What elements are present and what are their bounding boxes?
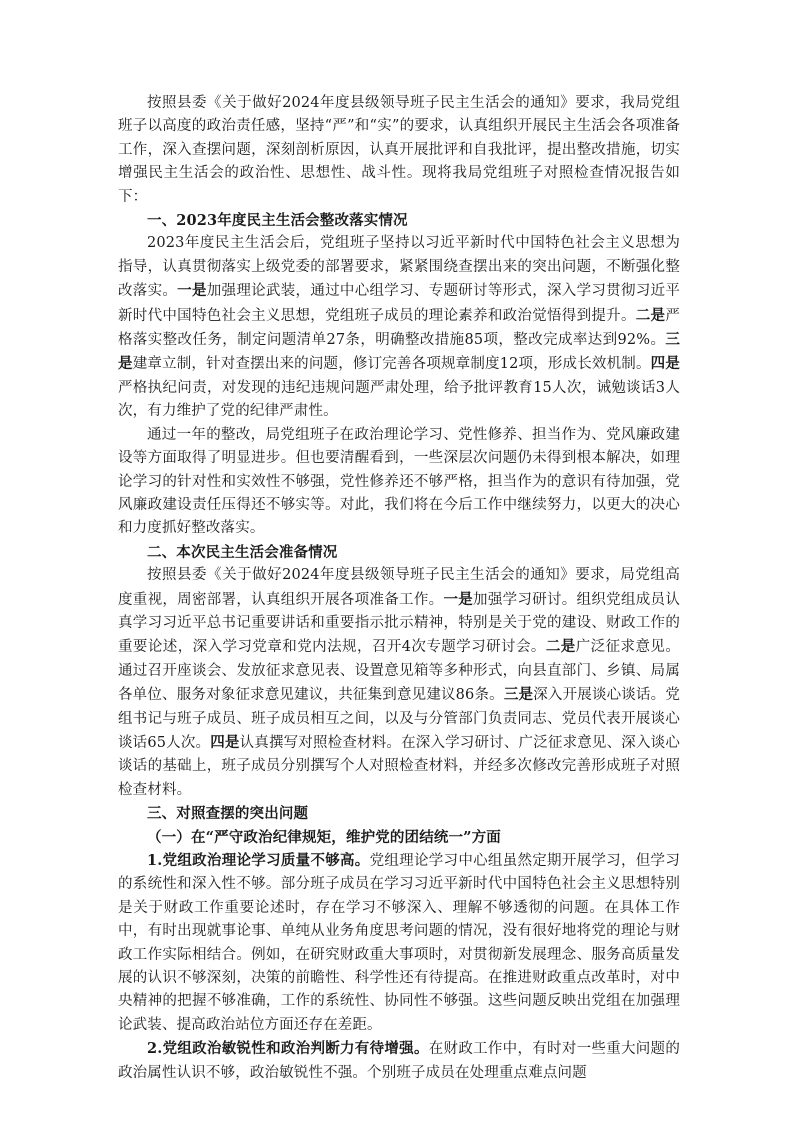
section-1-p1-marker-2: 二是 bbox=[635, 306, 666, 324]
section-2-p1-text-4: 认真撰写对照检查材料。在深入学习研讨、广泛征求意见、深入谈心谈话的基础上，班子成员分别撰写个人对照检查材料，并经多次修改完善形成班子对照检查材料。 bbox=[118, 734, 680, 798]
section-1-heading: 一、2023年度民主生活会整改落实情况 bbox=[147, 212, 408, 230]
section-1-p1-text-2: 严格落实整改任务，制定问题清单27条，明确整改措施85项，整改完成率达到92%。 bbox=[118, 307, 680, 349]
section-3-item-1-title: 1.党组政治理论学习质量不够高。 bbox=[147, 852, 370, 869]
section-2-p1-lead: 按照县委《关于做好2024年度县级领导班子民主生活会的通知》要求，局党组高度重视，周密部署，认真组织开展各项准备工作。 bbox=[118, 567, 680, 608]
section-2-p1-marker-1: 一是 bbox=[443, 590, 474, 608]
section-2-p1-text-1: 加强学习研讨。组织党组成员认真学习习近平总书记重要讲话和重要指示批示精神，特别是关于党的建设、财政工作的重要论述，深入学习党章和党内法规，召开4次专题学习研讨会。 bbox=[118, 591, 680, 656]
section-1-paragraph-2: 通过一年的整改，局党组班子在政治理论学习、党性修养、担当作为、党风廉政建设等方面取得了明显进步。但也要清醒看到，一些深层次问题仍未得到根本解决，如理论学习的针对性和实效性不够强，党性修养还不够严格，担当作为的意识有待加强，党风廉政建设责任压得还不够实等。对此，我们将在今后工作中继续努力，以更大的决心和力度抓好整改落实。 bbox=[118, 426, 680, 537]
section-2-paragraph-1 bbox=[118, 564, 680, 802]
section-1-paragraph-1 bbox=[118, 232, 680, 423]
section-3-item-1 bbox=[118, 849, 680, 1037]
intro-paragraph: 按照县委《关于做好2024年度县级领导班子民主生活会的通知》要求，我局党组班子以高度的政治责任感，坚持“严”和“实”的要求，认真组织开展民主生活会各项准备工作，深入查摆问题，深刻剖析原因，认真开展批评和自我批评，提出整改措施，切实增强民主生活会的政治性、思想性、战斗性。现将我局党组班子对照检查情况报告如下： bbox=[118, 95, 680, 205]
section-1-p1-lead: 2023年度民主生活会后，党组班子坚持以习近平新时代中国特色社会主义思想为指导，认真贯彻落实上级党委的部署要求，紧紧围绕查摆出来的突出问题，不断强化整改落实。 bbox=[118, 235, 680, 300]
section-2-heading: 二、本次民主生活会准备情况 bbox=[147, 543, 338, 561]
section-3-item-2-text: 在财政工作中，有时对一些重大问题的政治属性认识不够，政治敏锐性不强。个别班子成员在处理重点难点问题 bbox=[118, 1041, 680, 1081]
section-1-p1-marker-1: 一是 bbox=[177, 282, 207, 300]
section-1-p1-marker-4: 四是 bbox=[650, 355, 680, 373]
section-2-p1-marker-4: 四是 bbox=[210, 733, 240, 751]
section-3-heading: 三、对照查摆的突出问题 bbox=[147, 805, 309, 823]
section-2-p1-marker-3: 三是 bbox=[503, 686, 534, 704]
section-1-p1-text-4: 严格执纪问责，对发现的违纪违规问题严肃处理，给予批评教育15人次，诫勉谈话3人次，有力维护了党的纪律严肃性。 bbox=[118, 379, 680, 420]
section-1-p1-marker-3: 三是 bbox=[118, 331, 680, 373]
section-2-p1-marker-2: 二是 bbox=[545, 638, 576, 656]
section-3-subheading-1: （一）在“严守政治纪律规矩，维护党的团结统一”方面 bbox=[147, 828, 501, 846]
section-3-item-2-title: 2.党组政治敏锐性和政治判断力有待增强。 bbox=[147, 1040, 429, 1058]
section-3-item-1-text: 党组理论学习中心组虽然定期开展学习，但学习的系统性和深入性不够。部分班子成员在学习习近平新时代中国特色社会主义思想特别是关于财政工作重要论述时，存在学习不够深入、理解不够透彻的问题。在具体工作中，有时出现就事论事、单纯从业务角度思考问题的情况，没有很好地将党的理论与财政工作实际相结合。例如，在研究财政重大事项时，对贯彻新发展理念、服务高质量发展的认识不够深刻，决策的前瞻性、科学性还有待提高。在推进财政重点改革时，对中央精神的把握不够准确，工作的系统性、协同性不够强。这些问题反映出党组在加强理论武装、提高政治站位方面还存在差距。 bbox=[118, 853, 680, 1033]
section-2-p1-text-2: 广泛征求意见。通过召开座谈会、发放征求意见表、设置意见箱等多种形式，向县直部门、乡镇、局属各单位、服务对象征求意见建议，共征集到意见建议86条。 bbox=[118, 639, 680, 704]
section-2-p1-text-3: 深入开展谈心谈话。党组书记与班子成员、班子成员相互之间，以及与分管部门负责同志、党员代表开展谈心谈话65人次。 bbox=[118, 687, 681, 751]
document-page bbox=[118, 92, 680, 1085]
section-1-p1-text-1: 加强理论武装，通过中心组学习、专题研讨等形式，深入学习贯彻习近平新时代中国特色社会主义思想，党组班子成员的理论素养和政治觉悟得到提升。 bbox=[118, 283, 680, 324]
section-1-p1-text-3: 建章立制，针对查摆出来的问题，修订完善各项规章制度12项，形成长效机制。 bbox=[132, 356, 651, 373]
section-3-item-2 bbox=[118, 1037, 680, 1085]
